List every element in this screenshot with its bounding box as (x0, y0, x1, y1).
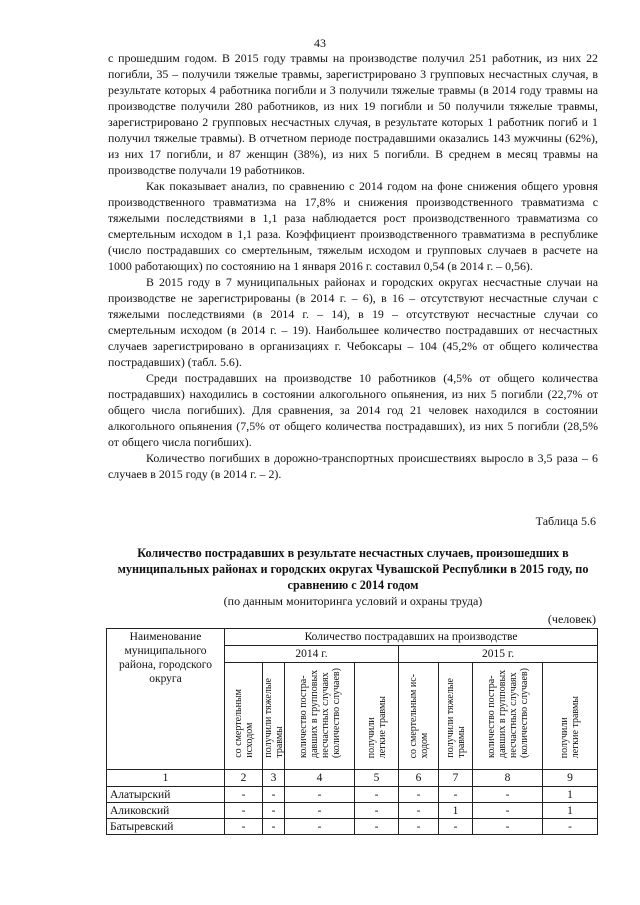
table-cell: - (225, 787, 263, 803)
page-number: 43 (314, 36, 326, 50)
table-cell: - (473, 819, 543, 835)
table-title: Количество пострадавших в результате несчастных случаев, произошедших в муниципальных районах и городских округах Чувашской Республики в 2015 году, по сравнению с 2014 годом (117, 546, 589, 592)
header-label: получили тяжелые травмы (263, 678, 285, 758)
table-cell: - (399, 819, 439, 835)
table-cell: - (285, 819, 355, 835)
header-group: Количество пострадавших на производстве (225, 629, 598, 646)
column-number: 6 (399, 770, 439, 787)
column-number: 1 (107, 770, 225, 787)
table-cell: - (355, 803, 399, 819)
header-col-2014-1 (225, 663, 263, 770)
header-year-2015: 2015 г. (399, 646, 598, 663)
table-subtitle: (по данным мониторинга условий и охраны труда) (223, 594, 483, 608)
header-col-2015-3 (473, 663, 543, 770)
table-cell: 1 (543, 803, 598, 819)
table-cell: - (473, 787, 543, 803)
header-col-2015-1 (399, 663, 439, 770)
paragraph: Среди пострадавших на производстве 10 работников (4,5% от общего количества пострадавших) находились в состоянии алкогольного опьянения, из них 5 погибли (22,7% от общего числа погибших). Для сравнения, за 2014 год 21 человек находился в состоянии алкогольного опьянения (7,5% от общего количества пострадавших), из них 5 погибли (28,5% от общего числа погибших). (108, 371, 598, 449)
paragraph: В 2015 году в 7 муниципальных районах и городских округах несчастные случаи на производстве не зарегистрированы (в 2014 г. – 6), в 16 – отсутствуют несчастные случаи с тяжелыми последствиями (в 2014 г. – 14), в 19 – отсутствуют несчастные случаи со смертельным исходом (в 2014 г. – 19). Наибольшее количество пострадавших от несчастных случаев зарегистрировано в организациях г. Чебоксары – 104 (45,2% от общего количества пострадавших) (табл. 5.6). (108, 275, 598, 369)
table-cell: 1 (439, 803, 473, 819)
table-cell: - (263, 787, 285, 803)
column-number: 8 (473, 770, 543, 787)
column-number: 9 (543, 770, 598, 787)
table-cell: - (399, 787, 439, 803)
header-label: количество постра- давших в групповых несчастных случаях (количество случаев) (297, 668, 342, 758)
table-row (107, 803, 598, 819)
column-number: 2 (225, 770, 263, 787)
header-col-2014-3 (285, 663, 355, 770)
table-cell: - (439, 787, 473, 803)
column-number: 4 (285, 770, 355, 787)
table-cell: - (285, 787, 355, 803)
header-label: со смертельным ис- ходом (407, 673, 430, 758)
header-col-2014-2 (263, 663, 285, 770)
table-row (107, 819, 598, 835)
region-name: Аликовский (107, 803, 225, 819)
header-region-name: Наименование муниципального района, городского округа (107, 629, 225, 770)
region-name: Алатырский (107, 787, 225, 803)
header-col-2015-2 (439, 663, 473, 770)
header-label: со смертельным исходом (232, 689, 255, 758)
table-cell: - (263, 803, 285, 819)
header-year-2014: 2014 г. (225, 646, 399, 663)
table-cell: - (225, 819, 263, 835)
region-name: Батыревский (107, 819, 225, 835)
table-cell: - (263, 819, 285, 835)
table-cell: - (285, 803, 355, 819)
table-row (107, 787, 598, 803)
column-number: 7 (439, 770, 473, 787)
column-number: 3 (263, 770, 285, 787)
table-label: Таблица 5.6 (535, 514, 596, 528)
column-number: 5 (355, 770, 399, 787)
table-cell: - (473, 803, 543, 819)
table-cell: - (355, 819, 399, 835)
header-col-2015-4 (543, 663, 598, 770)
paragraph: Количество погибших в дорожно-транспортных происшествиях выросло в 3,5 раза – 6 случаев в 2015 году (в 2014 г. – 2). (108, 451, 598, 481)
paragraph: Как показывает анализ, по сравнению с 2014 годом на фоне снижения общего уровня производственного травматизма на 17,8% и снижения производственного травматизма с тяжелыми последствиями в 1,1 раза наблюдается рост производственного травматизма со смертельным исходом в 1,1 раза. Коэффициент производственного травматизма в республике (число пострадавших со смертельным, тяжелым исходом и групповых случаев в расчете на 1000 работающих) по состоянию на 1 января 2016 г. составил 0,54 (в 2014 г. – 0,56). (108, 179, 598, 273)
body-text (108, 50, 598, 482)
header-label: получили легкие травмы (365, 695, 388, 758)
header-label: получили тяжелые травмы (444, 678, 467, 758)
table-cell: - (225, 803, 263, 819)
header-col-2014-4 (355, 663, 399, 770)
table-cell: 1 (543, 787, 598, 803)
paragraph: с прошедшим годом. В 2015 году травмы на производстве получил 251 работник, из них 22 погибли, 35 – получили тяжелые травмы, зарегистрировано 3 групповых несчастных случая, в результате которых 4 работника погибли и 3 получили тяжелые травмы (в 2014 году травмы на производстве получили 280 работников, из них 19 погибли и 50 получили тяжелые травмы, зарегистрировано 2 групповых несчастных случая, в результате которых 1 работник погиб и 1 получил тяжелые травмы). В отчетном периоде пострадавшими оказались 143 мужчины (62%), из них 17 погибли, и 87 женщин (38%), из них 5 погибли. В среднем в месяц травмы на производстве получали 19 работников. (108, 51, 598, 177)
table-cell: - (543, 819, 598, 835)
table-cell: - (399, 803, 439, 819)
table-cell: - (355, 787, 399, 803)
header-label: получили легкие травмы (559, 695, 582, 758)
table-cell: - (439, 819, 473, 835)
header-label: количество постра- давших в групповых несчастных случаях (количество случаев) (485, 668, 530, 758)
injury-table (106, 628, 598, 835)
table-unit: (человек) (547, 612, 596, 626)
